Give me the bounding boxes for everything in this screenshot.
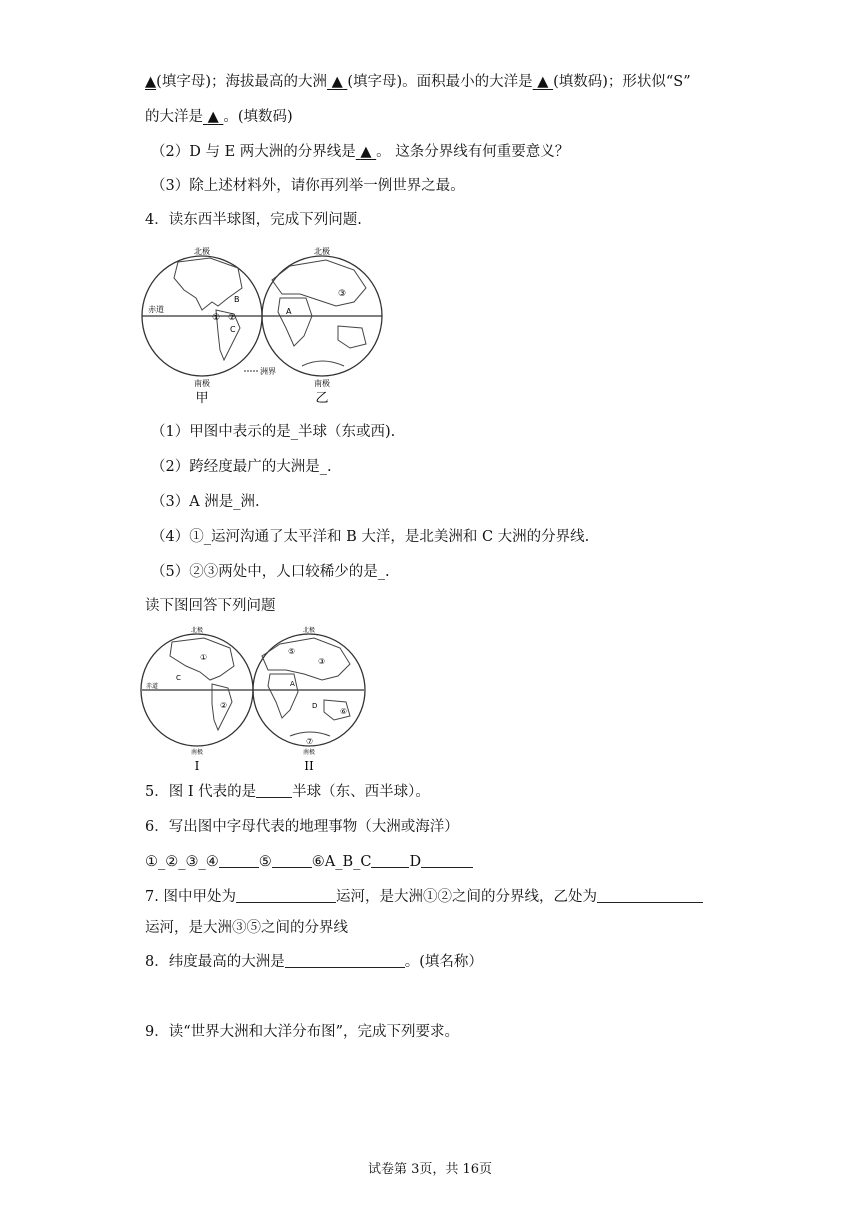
south-pole-label: 南极 xyxy=(314,379,330,388)
question-6-answers: ①_②_③_④ ⑤ ⑥A_B_C D xyxy=(145,852,473,872)
equator-label: 赤道 xyxy=(146,683,159,690)
answer-blank[interactable] xyxy=(285,953,405,968)
question-4-4: （4）①_运河沟通了太平洋和 B 大洋，是北美洲和 C 大洲的分界线. xyxy=(151,529,590,545)
north-pole-label: 北极 xyxy=(314,247,330,256)
answer-blank[interactable] xyxy=(371,853,409,868)
answer-blank[interactable] xyxy=(421,853,473,868)
map-label-A: A xyxy=(286,307,292,316)
north-pole-label: 北极 xyxy=(194,247,210,256)
answer-blank[interactable] xyxy=(597,888,703,903)
question-9: 9．读“世界大洲和大洋分布图”，完成下列要求。 xyxy=(145,1024,460,1040)
question-4-2: （2）跨经度最广的大洲是_. xyxy=(151,459,332,475)
map2-label-6: ⑥ xyxy=(340,707,348,716)
text-segment: (填字母)；海拔最高的大洲 xyxy=(156,74,327,90)
map-label-C: C xyxy=(230,325,236,334)
text-segment: 。(填数码) xyxy=(223,109,293,125)
map-label-B: B xyxy=(234,295,240,304)
question-4-5: （5）②③两处中，人口较稀少的是_. xyxy=(151,564,390,580)
read-instruction: 读下图回答下列问题 xyxy=(145,598,276,614)
map2-label-C: C xyxy=(176,674,181,682)
south-pole-label: 南极 xyxy=(302,749,316,756)
answer-blank[interactable] xyxy=(236,888,336,903)
map2-label-5: ⑤ xyxy=(288,647,296,656)
map2-label-7: ⑦ xyxy=(306,737,314,746)
answer-mark: ▲ xyxy=(207,109,219,125)
map-label-1: ① xyxy=(212,313,221,323)
south-pole-label: 南极 xyxy=(190,749,204,756)
hemisphere-map-2 xyxy=(140,622,370,772)
question-7: 7. 图中甲处为 运河，是大洲①②之间的分界线，乙处为 xyxy=(145,887,703,907)
caption-jia: 甲 xyxy=(195,391,209,406)
hemisphere-map-1 xyxy=(140,240,390,408)
question-7-cont: 运河，是大洲③⑤之间的分界线 xyxy=(145,920,348,936)
question-6: 6．写出图中字母代表的地理事物（大洲或海洋） xyxy=(145,819,459,835)
map2-label-2: ② xyxy=(220,701,228,710)
equator-label: 赤道 xyxy=(148,305,164,314)
text-segment: （2）D 与 E 两大洲的分界线是 xyxy=(151,144,356,160)
text-line-3 xyxy=(151,142,569,162)
boundary-legend-label: 洲界 xyxy=(260,367,276,376)
map-label-2: ② xyxy=(228,313,237,323)
map2-label-1: ① xyxy=(200,653,208,662)
answer-mark: ▲ xyxy=(145,74,157,90)
question-4-1: （1）甲图中表示的是_半球（东或西). xyxy=(151,424,396,440)
answer-blank[interactable] xyxy=(272,853,312,868)
page-footer: 试卷第 3页，共 16页 xyxy=(367,1162,493,1177)
map2-label-A: A xyxy=(290,680,295,688)
text-segment: (填字母)。面积最小的大洋是 xyxy=(347,74,533,90)
question-4-title: 4．读东西半球图，完成下列问题. xyxy=(145,212,362,228)
caption-II: II xyxy=(304,759,314,772)
question-4-3: （3）A 洲是_洲. xyxy=(151,494,260,510)
answer-blank[interactable] xyxy=(219,853,259,868)
text-line-4: （3）除上述材料外，请你再列举一例世界之最。 xyxy=(151,178,465,194)
map2-label-3: ③ xyxy=(318,657,326,666)
text-segment: (填数码)；形状似“S” xyxy=(553,74,691,90)
caption-I: I xyxy=(194,759,200,772)
answer-mark: ▲ xyxy=(360,144,372,160)
caption-yi: 乙 xyxy=(315,391,329,406)
text-line-2 xyxy=(145,107,293,127)
answer-mark: ▲ xyxy=(537,74,549,90)
text-segment: 。 这条分界线有何重要意义？ xyxy=(376,144,570,160)
north-pole-label: 北极 xyxy=(302,627,316,634)
question-5: 5．图 I 代表的是 半球（东、西半球）。 xyxy=(145,784,430,800)
south-pole-label: 南极 xyxy=(194,379,210,388)
answer-mark: ▲ xyxy=(331,74,343,90)
text-segment: 的大洋是 xyxy=(145,109,203,125)
answer-blank[interactable] xyxy=(256,783,292,798)
map-label-3: ③ xyxy=(338,289,347,299)
question-8: 8．纬度最高的大洲是 。(填名称） xyxy=(145,954,483,970)
text-line-1 xyxy=(145,72,691,92)
map2-label-D: D xyxy=(312,702,318,710)
north-pole-label: 北极 xyxy=(190,627,204,634)
